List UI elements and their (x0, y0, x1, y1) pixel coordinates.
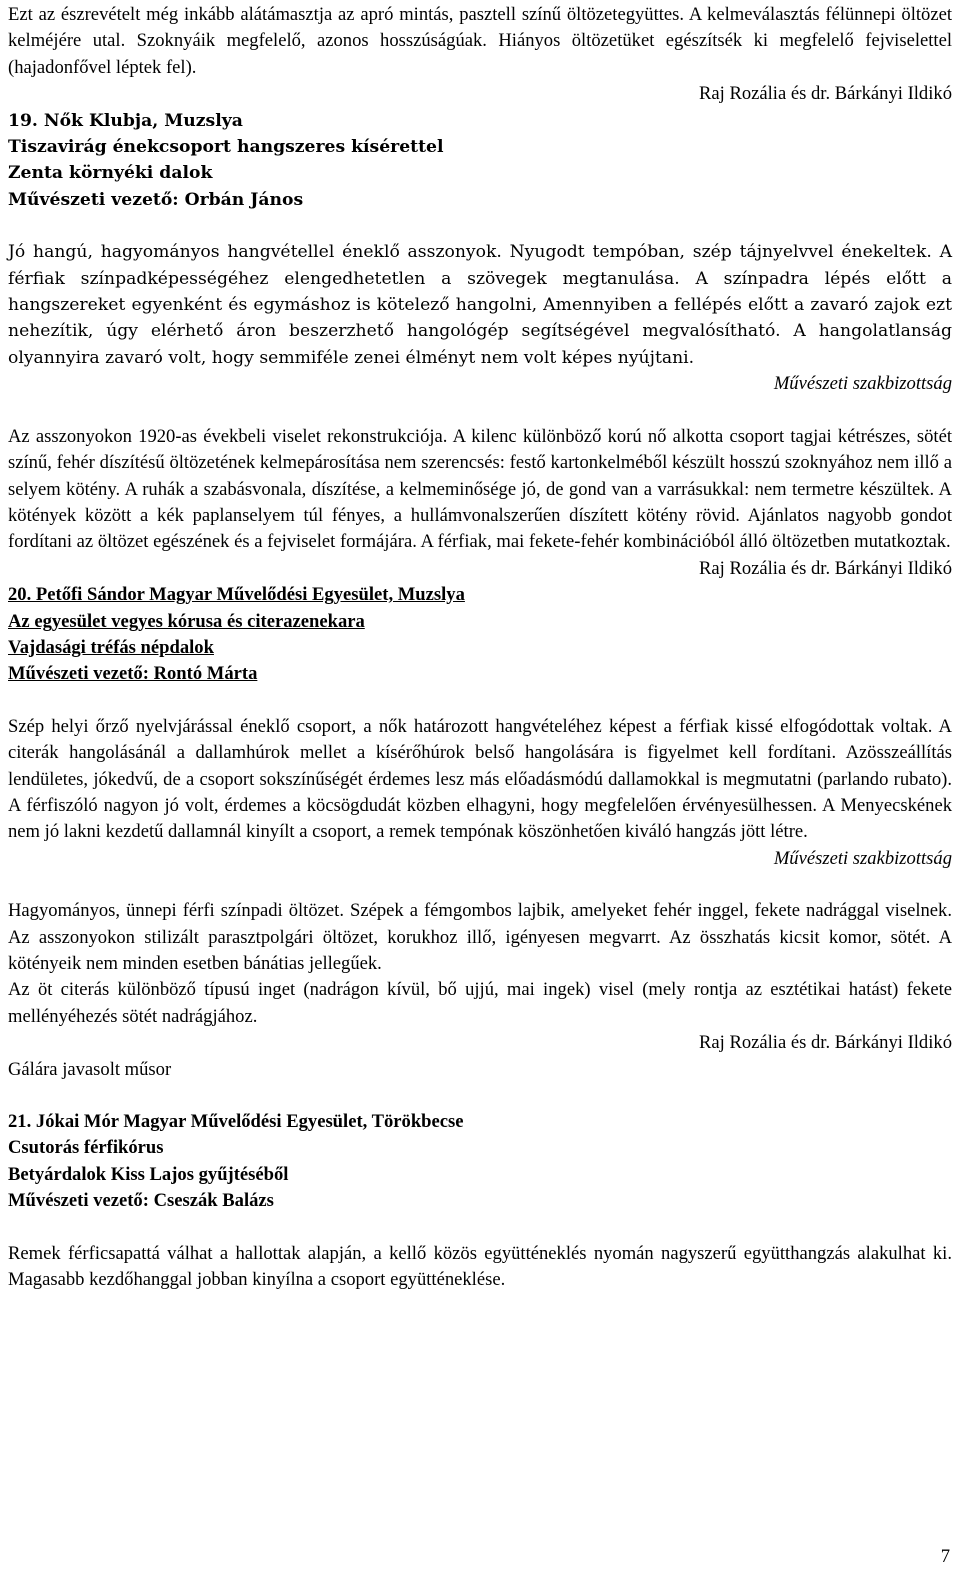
intro-signature: Raj Rozália és dr. Bárkányi Ildikó (698, 83, 952, 105)
entry-21-heading: 21. Jókai Mór Magyar Művelődési Egyesület, Törökbecse (8, 1111, 464, 1133)
entry-20-group (8, 609, 952, 635)
entry-20-review: Szép helyi őrző nyelvjárással éneklő csoport, a nők határozott hangvételéhez képest a férfiak kissé elfogódottak voltak. A citerák hangolásánál a dallamhúrok mellet a kísérőhúrok belső hangolására is figyelmet kell fordítani. Azösszeállítás lendületes, jókedvű, de a csoport sokszínűségét érdemes lesz más előadásmódú dallamokkal is megmutatni (parlando rubato). A férfiszóló nagyon jó volt, érdemes a köcsögdudát közben elhagyni, hogy megfelelően érvényesülhessen. A Menyecskének nem jó lakni kezdetű dallamnál kinyílt a csoport, a remek tempónak köszönhetően kiváló hangzás jött létre. (8, 715, 952, 843)
spacer (8, 688, 952, 714)
entry-20-program-text: Vajdasági tréfás népdalok (8, 636, 214, 658)
entry-20-director-text: Művészeti vezető: Rontó Márta (8, 663, 258, 685)
entry-19-costume: Az asszonyokon 1920-as évekbeli viselet rekonstrukciója. A kilenc különböző korú nő alkotta csoport tagjai kétrészes, sötét színű, fehér díszítésű öltözetének kelmepárosítása nem szerencsés: festő kartonkelméből készült hosszú szoknyához nem illő a selyem kötény. A ruhák a szabásvonala, díszítése, a kelmeminősége jó, de gond van a varrásukkal: nem termetre készültek. A kötények között a kék paplanselyem túl fényes, a hullámvonalszerűen díszített kötény rövid. Ajánlatos nagyobb gondot fordítani az öltözet egészének és a fejviselet formájára. A férfiak, mai fekete-fehér kombinációból álló öltözetben mutatkoztak. (8, 425, 952, 553)
entry-21-director: Művészeti vezető: Cseszák Balázs (8, 1190, 274, 1212)
spacer (8, 872, 952, 898)
entry-20-heading-text: 20. Petőfi Sándor Magyar Művelődési Egyesület, Muzslya (8, 584, 465, 606)
entry-19-heading: 19. Nők Klubja, Muzslya (8, 110, 243, 131)
intro-paragraph: Ezt az észrevételt még inkább alátámasztja az apró mintás, pasztell színű öltözetegyüttes. A kelmeválasztás félünnepi öltözet kelméjére utal. Szoknyáik megfelelő, azonos hosszúságúak. Hiányos öltözetüket egészítsék ki megfelelő fejviselettel (hajadonfővel léptek fel). (8, 4, 952, 78)
entry-20-program (8, 635, 952, 661)
entry-19-program: Zenta környéki dalok (8, 163, 213, 184)
entry-19 (8, 108, 952, 583)
spacer (8, 1215, 952, 1241)
entry-19-director: Művészeti vezető: Orbán János (8, 189, 304, 210)
spacer (8, 398, 952, 424)
entry-20-group-text: Az egyesület vegyes kórusa és citerazenekara (8, 610, 365, 632)
entry-20 (8, 582, 952, 1109)
entry-19-group: Tiszavirág énekcsoport hangszeres kísérettel (8, 137, 444, 158)
entry-21-group: Csutorás férfikórus (8, 1137, 164, 1159)
spacer (8, 1083, 952, 1109)
entry-20-costume-1: Hagyományos, ünnepi férfi színpadi öltözet. Szépek a fémgombos lajbik, amelyeket fehér inggel, fekete nadrággal viselnek. Az asszonyokon stilizált parasztpolgári öltözet, korukhoz illő, igényesen megvarrt. Az összhatás kicsit komor, sötét. A kötényeik nem minden esetben bánátias jellegűek. (8, 900, 952, 974)
entry-20-committee: Művészeti szakbizottság (773, 847, 952, 869)
entry-21-review: Remek férficsapattá válhat a hallottak alapján, a kellő közös együtténeklés nyomán nagyszerű együtthangzás alakulhat ki. Magasabb kezdőhanggal jobban kinyílna a csoport együtténeklése. (8, 1242, 952, 1291)
entry-19-signature: Raj Rozália és dr. Bárkányi Ildikó (698, 557, 952, 579)
entry-19-review: Jó hangú, hagyományos hangvétellel éneklő asszonyok. Nyugodt tempóban, szép tájnyelvvel énekeltek. A férfiak színpadképességéhez elengedhetetlen a szövegek megtanulása. A színpadra lépés előtt a hangszereket egyenként és egymáshoz is kötelező hangolni, Amennyiben a fellépés előtt a zavaró zajok ezt nehezítik, úgy elérhető áron beszerzhető hangológép segítségével megvalósítható. A hangolatlanság olyannyira zavaró volt, hogy semmiféle zenei élményt nem volt képes nyújtani. (8, 242, 952, 368)
entry-20-recommendation: Gálára javasolt műsor (8, 1058, 172, 1080)
entry-21-program: Betyárdalok Kiss Lajos gyűjtéséből (8, 1163, 289, 1185)
entry-21 (8, 1109, 952, 1293)
entry-20-signature: Raj Rozália és dr. Bárkányi Ildikó (698, 1032, 952, 1054)
entry-20-costume-2: Az öt citerás különböző típusú inget (nadrágon kívül, bő ujjú, mai ingek) visel (mely rontja az esztétikai hatást) fekete mellényéhezés sötét nadrágjához. (8, 979, 952, 1027)
page-number: 7 (940, 1545, 950, 1567)
entry-20-director (8, 661, 952, 687)
entry-20-heading (8, 582, 952, 608)
entry-19-committee: Művészeti szakbizottság (773, 373, 952, 395)
spacer (8, 213, 952, 239)
